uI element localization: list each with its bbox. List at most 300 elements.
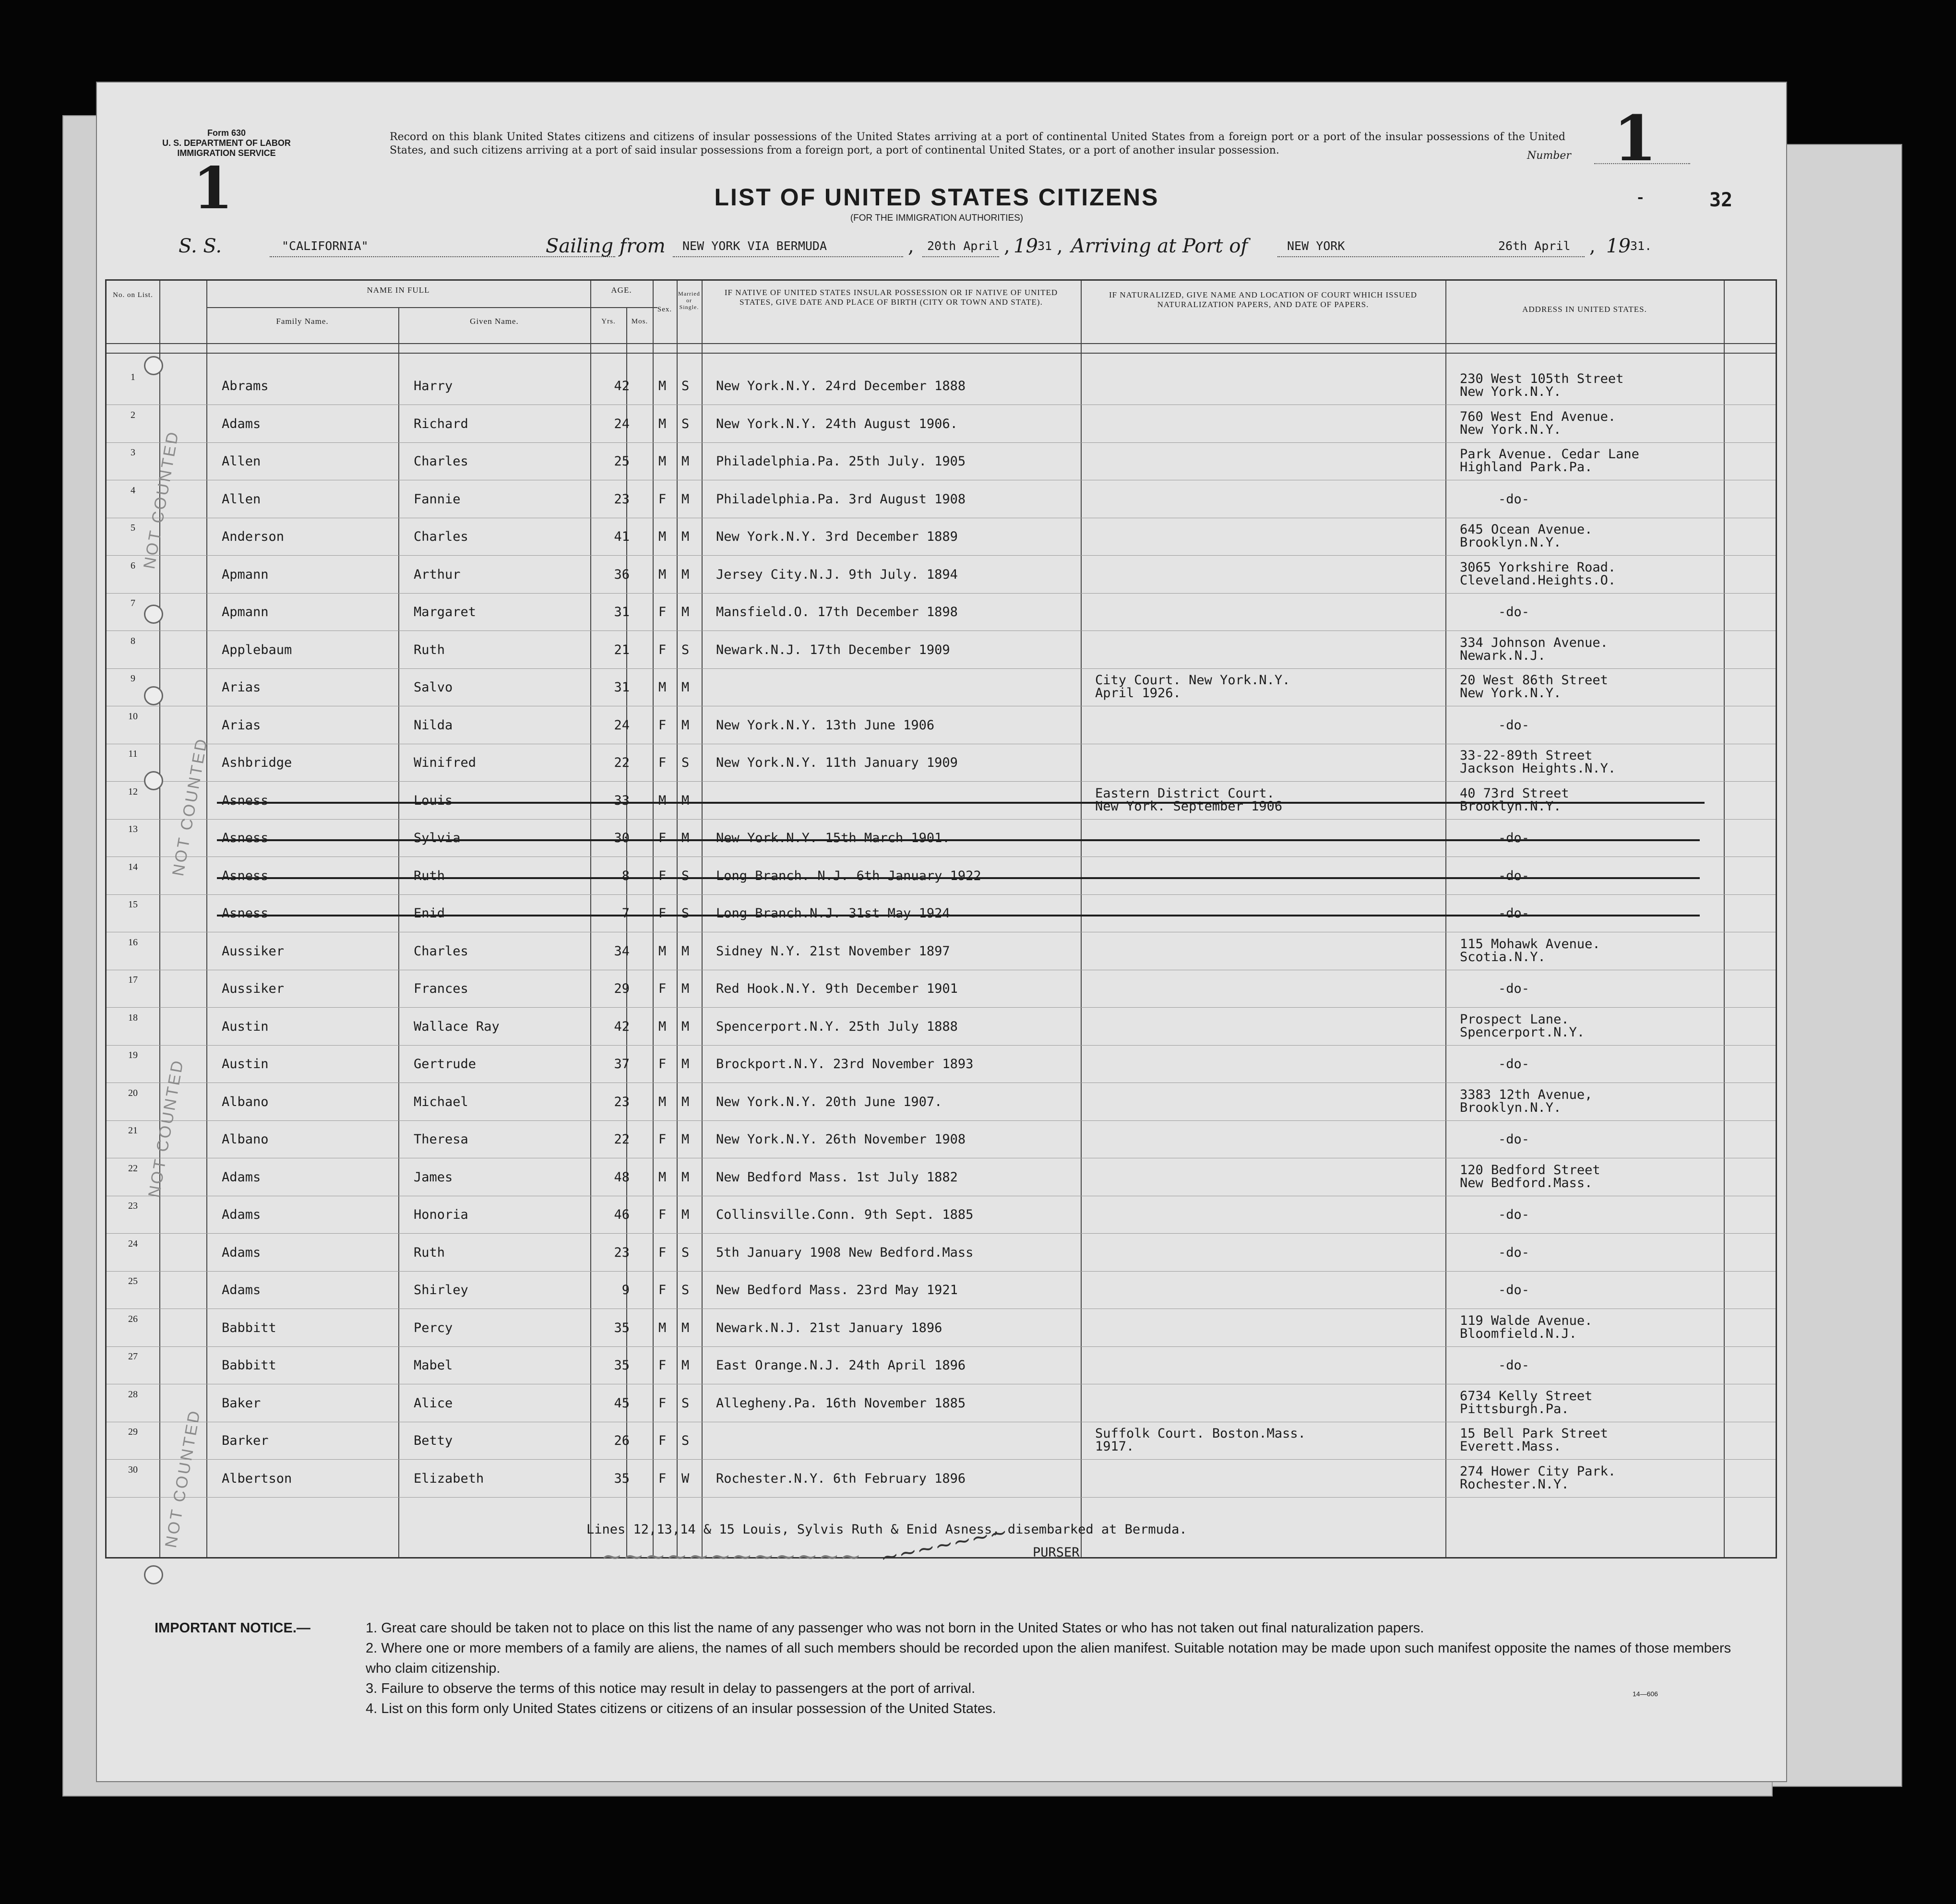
given-name-cell: Shirley [414,1283,468,1297]
comma-1: , [908,235,914,257]
address-line-1: 645 Ocean Avenue. [1460,522,1593,537]
birthplace-cell: New York.N.Y. 13th June 1906 [716,717,935,733]
address-line-2: Newark.N.J. [1460,648,1546,663]
address-line-2: Brooklyn.N.Y. [1460,535,1562,550]
comma-2: , [1004,235,1010,257]
form-id-block [155,128,298,158]
line-number: 10 [128,711,138,722]
address-line-1: 33-22-89th Street [1460,748,1593,763]
family-name-cell: Abrams [222,379,269,393]
row-rule [107,1045,1776,1046]
age-cell: 41 [614,529,630,544]
age-cell: 31 [614,605,630,619]
line-number: 27 [128,1351,138,1362]
line-number: 9 [131,673,135,684]
line-number: 24 [128,1238,138,1249]
address-line-2: Scotia.N.Y. [1460,949,1546,964]
birthplace-cell: Long Branch.N.J. 31st May 1924 [716,906,950,921]
family-name-cell: Adams [222,1283,261,1297]
header-naturalized: IF NATURALIZED, GIVE NAME AND LOCATION OF COURT WHICH ISSUED NATURALIZATION PAPERS, AND DATE OF PAPERS. [1109,290,1417,309]
age-cell: 8 [621,868,630,883]
family-name-cell: Austin [222,1019,269,1034]
given-name-cell: Sylvia [414,831,461,845]
row-rule [107,593,1776,594]
line-number: 21 [128,1125,138,1136]
line-number: 5 [131,523,135,533]
given-name-cell: Ruth [414,1245,445,1260]
arrival-port-line [1277,256,1585,257]
not-counted-stamp: NOT COUNTED [162,1407,204,1549]
inspector-signature: ~~~~~~~~~~~~ [601,1541,861,1571]
header-birth: IF NATIVE OF UNITED STATES INSULAR POSSESSION OR IF NATIVE OF UNITED STATES, GIVE DATE AND PLACE OF BIRTH (CITY OR TOWN AND STATE). [724,288,1058,307]
given-name-cell: Percy [414,1320,453,1335]
marital-status-cell: M [681,1169,690,1185]
given-name-cell: Elizabeth [414,1471,484,1486]
punch-hole [144,1565,163,1584]
birthplace-cell: Sidney N.Y. 21st November 1897 [716,943,950,959]
row-rule [107,781,1776,782]
age-cell: 26 [614,1433,630,1448]
marital-status-cell: M [681,1019,690,1034]
sex-cell: F [658,1433,667,1448]
sex-cell: M [658,943,667,959]
page-number: 32 [1709,189,1733,211]
birthplace-cell: Philadelphia.Pa. 3rd August 1908 [716,491,966,507]
sex-cell: F [658,491,667,507]
birthplace-cell: Red Hook.N.Y. 9th December 1901 [716,981,958,996]
department: U. S. DEPARTMENT OF LABOR [162,138,291,148]
purser-signature: ~~~~~~~ [878,1518,1010,1571]
row-rule [107,1007,1776,1008]
row-rule [107,555,1776,556]
marital-status-cell: M [681,1132,690,1147]
given-name-cell: Fannie [414,491,461,507]
marital-status-cell: M [681,567,690,582]
age-cell: 42 [614,1019,630,1034]
line-number: 25 [128,1276,138,1286]
departure-port: NEW YORK VIA BERMUDA [682,239,827,253]
strike-through-line [217,915,1700,916]
birthplace-cell: New York.N.Y. 15th March 1901. [716,831,950,845]
not-counted-stamp: NOT COUNTED [145,1057,188,1199]
birthplace-cell: New York.N.Y. 24rd December 1888 [716,379,966,393]
birthplace-cell: Mansfield.O. 17th December 1898 [716,605,958,619]
line-number: 26 [128,1313,138,1324]
family-name-cell: Albano [222,1132,269,1147]
disembark-note: Lines 12,13,14 & 15 Louis, Sylvis Ruth & Enid Asness, disembarked at Bermuda. [586,1522,1187,1537]
line-number: 13 [128,824,138,834]
line-number: 18 [128,1012,138,1023]
sail-year: 31 [1038,239,1052,253]
line-number: 2 [131,409,135,420]
birthplace-cell: New Bedford Mass. 1st July 1882 [716,1169,958,1185]
family-name-cell: Ashbridge [222,755,292,770]
given-name-cell: Nilda [414,717,453,733]
family-name-cell: Arias [222,717,261,733]
notice-item-1: 1. Great care should be taken not to place on this list the name of any passenger who was not born in the United States or who has not taken out final naturalization papers. [366,1620,1424,1636]
address-line-1: -do- [1498,1358,1530,1373]
age-cell: 23 [614,1094,630,1109]
marital-status-cell: M [681,1320,690,1335]
row-rule [107,1459,1776,1460]
birthplace-cell: Philadelphia.Pa. 25th July. 1905 [716,454,966,469]
sailing-label: Sailing from [546,235,666,257]
given-name-cell: Honoria [414,1207,468,1222]
sex-cell: M [658,416,667,431]
birthplace-cell: New York.N.Y. 24th August 1906. [716,416,958,431]
sex-cell: M [658,454,667,469]
sex-cell: F [658,868,667,883]
line-number: 22 [128,1163,138,1174]
sex-cell: M [658,379,667,393]
family-name-cell: Adams [222,1207,261,1222]
address-line-2: Spencerport.N.Y. [1460,1024,1585,1040]
address-line-1: 6734 Kelly Street [1460,1388,1593,1404]
family-name-cell: Apmann [222,567,269,582]
service: IMMIGRATION SERVICE [177,148,276,158]
header-mos: Mos. [631,318,648,325]
birthplace-cell: 5th January 1908 New Bedford.Mass [716,1245,974,1260]
marital-status-cell: S [681,868,690,883]
marital-status-cell: W [681,1471,690,1486]
given-name-cell: Charles [414,943,468,959]
birthplace-cell: East Orange.N.J. 24th April 1896 [716,1358,966,1373]
sex-cell: F [658,717,667,733]
line-number: 28 [128,1389,138,1400]
form-title: LIST OF UNITED STATES CITIZENS [714,184,1159,211]
number-value: 1 [1613,102,1657,175]
family-name-cell: Anderson [222,529,285,544]
punch-hole [144,771,163,790]
address-line-2: Bloomfield.N.J. [1460,1326,1577,1341]
address-line-1: 40 73rd Street [1460,785,1569,801]
marital-status-cell: M [681,981,690,996]
line-number: 8 [131,635,135,646]
line-number: 29 [128,1427,138,1437]
marital-status-cell: S [681,1395,690,1411]
not-counted-stamp: NOT COUNTED [169,736,212,878]
line-number: 17 [128,975,138,985]
purser-label: PURSER [1033,1545,1080,1560]
marital-status-cell: S [681,642,690,657]
given-name-cell: Alice [414,1395,453,1411]
line-number: 15 [128,899,138,910]
age-cell: 7 [621,906,630,921]
family-name-cell: Arias [222,680,261,695]
sex-cell: M [658,1320,667,1335]
age-cell: 34 [614,943,630,959]
line-number: 20 [128,1087,138,1098]
address-line-2: Brooklyn.N.Y. [1460,1100,1562,1115]
age-cell: 35 [614,1320,630,1335]
address-line-2: New York.N.Y. [1460,686,1562,701]
given-name-cell: Frances [414,981,468,996]
given-name-cell: Winifred [414,755,477,770]
sex-cell: F [658,755,667,770]
age-cell: 23 [614,1245,630,1260]
age-cell: 35 [614,1471,630,1486]
age-cell: 9 [621,1283,630,1297]
line-number: 11 [128,749,138,759]
row-rule [107,442,1776,443]
notice-title: IMPORTANT NOTICE.— [155,1620,310,1636]
age-cell: 45 [614,1395,630,1411]
family-name-cell: Adams [222,1245,261,1260]
row-rule [107,668,1776,669]
age-cell: 25 [614,454,630,469]
address-line-2: Pittsburgh.Pa. [1460,1401,1569,1416]
notice-item-4: 4. List on this form only United States citizens or citizens of an insular possession of the United States. [366,1701,996,1716]
marital-status-cell: M [681,831,690,845]
marital-status-cell: M [681,1057,690,1071]
sex-cell: M [658,1169,667,1185]
departure-line [673,256,903,257]
row-rule [107,1233,1776,1234]
given-name-cell: Ruth [414,868,445,883]
header-yrs: Yrs. [601,318,616,325]
line-number: 16 [128,937,138,948]
address-line-2: New York.N.Y. [1460,384,1562,399]
given-name-cell: Mabel [414,1358,453,1373]
instructions: Record on this blank United States citizens and citizens of insular possessions of the United States arriving at a port of continental United States from a foreign port or a port of the insular possessions of the United States, and such citizens arriving at a port of said insular possessions from a foreign port, a port of continental United States, or a port of another insular possession. [390,131,1565,156]
family-name-cell: Aussiker [222,981,285,996]
marital-status-cell: M [681,605,690,619]
age-cell: 24 [614,717,630,733]
punch-hole [144,605,163,624]
given-name-cell: Charles [414,529,468,544]
address-line-1: -do- [1498,1207,1530,1222]
family-name-cell: Adams [222,416,261,431]
marital-status-cell: S [681,416,690,431]
address-line-1: -do- [1498,1057,1530,1071]
comma-4: , [1589,235,1596,257]
sex-cell: F [658,906,667,921]
naturalization-cell: April 1926. [1095,686,1181,701]
address-line-1: -do- [1498,1132,1530,1147]
arrive-date: 26th April [1498,239,1571,253]
birthplace-cell: Jersey City.N.J. 9th July. 1894 [716,567,958,582]
address-line-1: 20 West 86th Street [1460,673,1608,688]
given-name-cell: Gertrude [414,1057,477,1071]
family-name-cell: Asness [222,793,269,808]
age-cell: 36 [614,567,630,582]
row-rule [107,894,1776,895]
marital-status-cell: M [681,793,690,808]
age-cell: 48 [614,1169,630,1185]
line-number: 23 [128,1201,138,1211]
given-name-cell: Betty [414,1433,453,1448]
family-name-cell: Allen [222,491,261,507]
given-name-cell: Theresa [414,1132,468,1147]
family-name-cell: Austin [222,1057,269,1071]
birthplace-cell: Newark.N.J. 17th December 1909 [716,642,950,657]
address-line-1: -do- [1498,868,1530,883]
marital-status-cell: S [681,1245,690,1260]
address-line-1: -do- [1498,906,1530,921]
given-name-cell: Arthur [414,567,461,582]
line-number: 12 [128,786,138,797]
given-name-cell: Enid [414,906,445,921]
notice-item-3: 3. Failure to observe the terms of this notice may result in delay to passengers at the port of arrival. [366,1681,976,1696]
row-rule [107,1271,1776,1272]
strike-through-line [217,802,1705,804]
strike-through-line [217,877,1700,879]
address-line-1: 15 Bell Park Street [1460,1426,1608,1441]
family-name-cell: Asness [222,868,269,883]
address-line-1: 3065 Yorkshire Road. [1460,559,1616,575]
address-line-2: Rochester.N.Y. [1460,1476,1569,1492]
sail-date-line [922,256,999,257]
arrive-year-prefix: 19 [1606,235,1631,257]
header-name-in-full: NAME IN FULL [367,286,430,295]
line-number: 14 [128,861,138,872]
address-line-2: Cleveland.Heights.O. [1460,572,1616,588]
row-rule [107,1346,1776,1347]
address-line-1: -do- [1498,981,1530,996]
line-number: 3 [131,447,135,458]
age-cell: 23 [614,491,630,507]
address-line-1: Prospect Lane. [1460,1012,1569,1027]
family-name-cell: Apmann [222,605,269,619]
address-line-1: -do- [1498,605,1530,619]
family-name-cell: Barker [222,1433,269,1448]
sex-cell: F [658,1057,667,1071]
sex-cell: M [658,1019,667,1034]
sex-cell: M [658,567,667,582]
family-name-cell: Albertson [222,1471,292,1486]
address-line-1: 334 Johnson Avenue. [1460,635,1608,650]
given-name-cell: Richard [414,416,468,431]
age-cell: 21 [614,642,630,657]
comma-3: , [1057,235,1063,257]
given-name-cell: Harry [414,379,453,393]
line-number: 6 [131,560,135,571]
address-line-1: -do- [1498,717,1530,733]
naturalization-cell: New York. September 1906 [1095,798,1283,814]
ship-name: "CALIFORNIA" [282,239,369,253]
line-number: 1 [131,372,135,382]
arriving-label: Arriving at Port of [1071,235,1248,257]
marital-status-cell: M [681,943,690,959]
birthplace-cell: New York.N.Y. 20th June 1907. [716,1094,942,1109]
address-line-1: 120 Bedford Street [1460,1162,1600,1178]
birthplace-cell: Brockport.N.Y. 23rd November 1893 [716,1057,974,1071]
address-line-2: Highland Park.Pa. [1460,460,1593,475]
given-name-cell: Margaret [414,605,477,619]
birthplace-cell: Collinsville.Conn. 9th Sept. 1885 [716,1207,974,1222]
line-number: 30 [128,1464,138,1475]
header-given-name: Given Name. [470,317,519,326]
row-rule [107,1120,1776,1121]
marital-status-cell: M [681,529,690,544]
line-number: 19 [128,1050,138,1060]
address-line-1: 119 Walde Avenue. [1460,1313,1593,1328]
age-cell: 22 [614,755,630,770]
row-rule [107,819,1776,820]
row-rule [107,1497,1776,1498]
marital-status-cell: M [681,680,690,695]
address-line-1: -do- [1498,491,1530,507]
family-name-cell: Asness [222,906,269,921]
marital-status-cell: S [681,1433,690,1448]
address-line-2: New York.N.Y. [1460,422,1562,437]
birthplace-cell: Long Branch. N.J. 6th January 1922 [716,868,981,883]
family-name-cell: Adams [222,1169,261,1185]
address-line-2: Jackson Heights.N.Y. [1460,761,1616,776]
address-line-2: New Bedford.Mass. [1460,1175,1593,1190]
header-family-name: Family Name. [276,317,329,326]
given-name-cell: Wallace Ray [414,1019,500,1034]
header-sex: Sex. [657,306,672,313]
marital-status-cell: M [681,1094,690,1109]
address-line-1: 230 West 105th Street [1460,371,1624,386]
given-name-cell: Salvo [414,680,453,695]
address-line-1: 3383 12th Avenue, [1460,1087,1593,1102]
marital-status-cell: M [681,1358,690,1373]
address-line-2: Brooklyn.N.Y. [1460,798,1562,814]
address-line-1: Park Avenue. Cedar Lane [1460,447,1639,462]
header-married: Married or Single. [678,290,700,310]
age-cell: 30 [614,831,630,845]
marital-status-cell: S [681,379,690,393]
address-line-1: 115 Mohawk Avenue. [1460,936,1600,952]
form-subtitle: (FOR THE IMMIGRATION AUTHORITIES) [850,213,1024,223]
age-cell: 24 [614,416,630,431]
birthplace-cell: Newark.N.J. 21st January 1896 [716,1320,942,1335]
big-number-left: 1 [193,155,233,222]
header-age: AGE. [611,286,632,295]
address-line-1: -do- [1498,1245,1530,1260]
age-cell: 42 [614,379,630,393]
birthplace-cell: New York.N.Y. 3rd December 1889 [716,529,958,544]
sex-cell: F [658,1283,667,1297]
passenger-table [105,279,1777,1559]
sex-cell: M [658,529,667,544]
family-name-cell: Applebaum [222,642,292,657]
naturalization-cell: Eastern District Court. [1095,785,1275,801]
marital-status-cell: S [681,755,690,770]
age-cell: 31 [614,680,630,695]
given-name-cell: Michael [414,1094,468,1109]
page-mark: - [1637,189,1644,206]
punch-hole [144,686,163,705]
age-cell: 22 [614,1132,630,1147]
line-number: 7 [131,598,135,608]
sex-cell: M [658,680,667,695]
family-name-cell: Allen [222,454,261,469]
address-line-1: -do- [1498,1283,1530,1297]
birthplace-cell: Rochester.N.Y. 6th February 1896 [716,1471,966,1486]
header-address: ADDRESS IN UNITED STATES. [1522,305,1647,314]
marital-status-cell: M [681,454,690,469]
sail-year-prefix: 19 [1014,235,1038,257]
given-name-cell: Charles [414,454,468,469]
sex-cell: F [658,1207,667,1222]
marital-status-cell: M [681,491,690,507]
naturalization-cell: City Court. New York.N.Y. [1095,673,1290,688]
sex-cell: F [658,1471,667,1486]
arrival-port: NEW YORK [1287,239,1345,253]
punch-hole [144,356,163,375]
family-name-cell: Albano [222,1094,269,1109]
birthplace-cell: New York.N.Y. 11th January 1909 [716,755,958,770]
sex-cell: F [658,1245,667,1260]
address-line-2: Everett.Mass. [1460,1439,1562,1454]
family-name-cell: Asness [222,831,269,845]
address-line-1: 760 West End Avenue. [1460,409,1616,424]
marital-status-cell: S [681,906,690,921]
birthplace-cell: New Bedford Mass. 23rd May 1921 [716,1283,958,1297]
